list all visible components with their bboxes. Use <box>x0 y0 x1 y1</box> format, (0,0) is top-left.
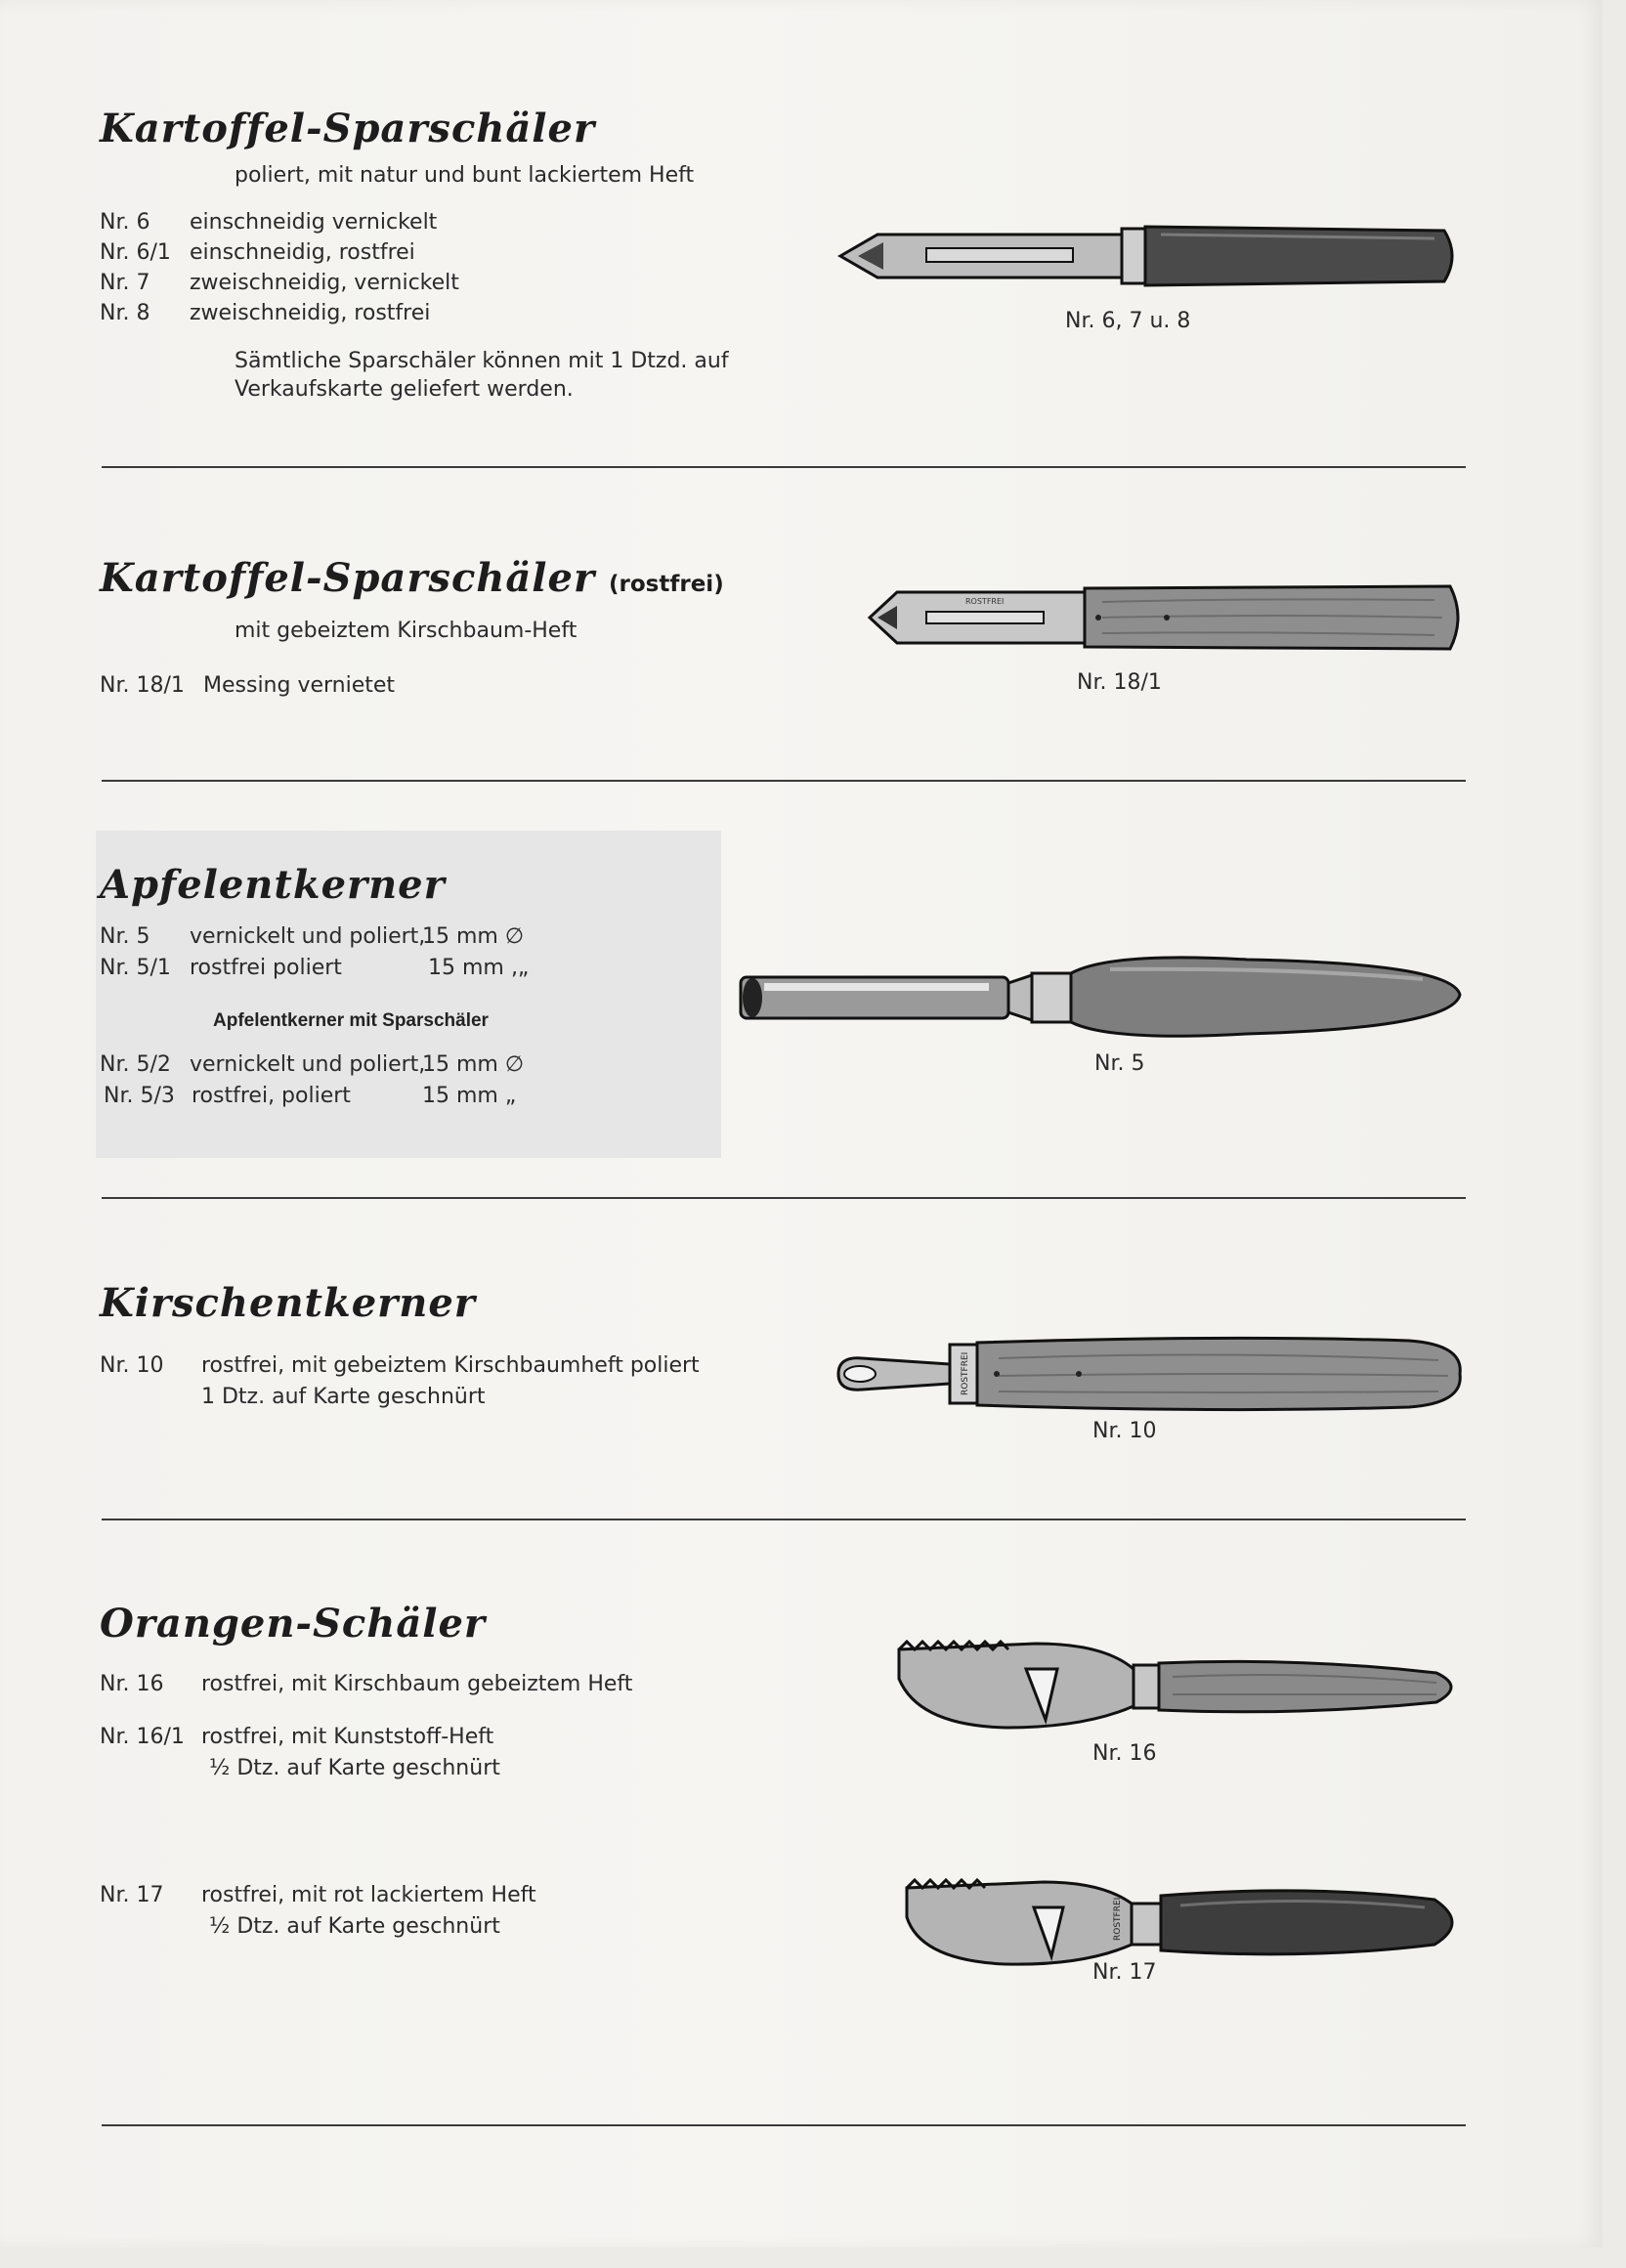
item-size: 15 mm ‚„ <box>428 956 530 980</box>
note-line: Sämtliche Sparschäler können mit 1 Dtzd. auf <box>235 349 729 373</box>
item-description: rostfrei, mit gebeiztem Kirschbaumheft poliert <box>201 1353 700 1378</box>
peeler-illustration <box>838 217 1464 295</box>
section-title-orangen-schaeler: Orangen-Schäler <box>100 1601 486 1647</box>
item-number: Nr. 5 <box>100 924 150 949</box>
item-number: Nr. 16/1 <box>100 1725 185 1749</box>
item-number: Nr. 16 <box>100 1672 164 1696</box>
section-divider <box>102 2124 1466 2126</box>
illustration-caption: Nr. 16 <box>1092 1741 1157 1766</box>
title-suffix: (rostfrei) <box>609 572 724 597</box>
illustration-caption: Nr. 17 <box>1092 1960 1157 1985</box>
item-number: Nr. 5/1 <box>100 956 171 980</box>
item-number: Nr. 6/1 <box>100 240 171 265</box>
section-title-apfelentkerner: Apfelentkerner <box>100 862 446 908</box>
note-line: 1 Dtz. auf Karte geschnürt <box>201 1385 486 1409</box>
item-number: Nr. 5/2 <box>100 1052 171 1077</box>
item-number: Nr. 10 <box>100 1353 164 1378</box>
item-number: Nr. 18/1 <box>100 673 185 698</box>
apple-corer-illustration <box>739 950 1466 1038</box>
item-description: rostfrei, mit Kirschbaum gebeiztem Heft <box>201 1672 633 1696</box>
note-line: Verkaufskarte geliefert werden. <box>235 377 574 402</box>
item-description: vernickelt und poliert, <box>190 924 426 949</box>
blade-stamp: ROSTFREI <box>965 597 1005 606</box>
item-description: rostfrei poliert <box>190 956 342 980</box>
cherry-pitter-illustration <box>833 1335 1466 1413</box>
illustration-caption: Nr. 10 <box>1092 1419 1157 1443</box>
item-description: rostfrei, mit Kunststoff-Heft <box>201 1725 494 1749</box>
blade-stamp: ROSTFREI <box>961 1351 970 1395</box>
illustration-caption: Nr. 5 <box>1094 1051 1145 1076</box>
item-description: einschneidig vernickelt <box>190 210 438 235</box>
item-number: Nr. 6 <box>100 210 150 235</box>
section-title-kartoffel-sparschaeler: Kartoffel-Sparschäler <box>100 106 596 151</box>
item-number: Nr. 8 <box>100 301 150 325</box>
note-line: ½ Dtz. auf Karte geschnürt <box>209 1914 500 1939</box>
item-description: zweischneidig, vernickelt <box>190 271 459 295</box>
item-description: vernickelt und poliert, <box>190 1052 426 1077</box>
item-description: rostfrei, mit rot lackiertem Heft <box>201 1883 536 1907</box>
illustration-caption: Nr. 18/1 <box>1077 670 1162 695</box>
note-line: ½ Dtz. auf Karte geschnürt <box>209 1756 500 1780</box>
item-description: rostfrei, poliert <box>192 1084 351 1108</box>
orange-peeler-17-illustration <box>897 1864 1466 1972</box>
section-subtitle: mit gebeiztem Kirschbaum-Heft <box>235 619 578 643</box>
subheading: Apfelentkerner mit Sparschäler <box>213 1010 489 1031</box>
blade-stamp: ROSTFREI <box>1113 1897 1123 1941</box>
illustration-caption: Nr. 6, 7 u. 8 <box>1065 309 1191 333</box>
item-description: zweischneidig, rostfrei <box>190 301 431 325</box>
item-number: Nr. 7 <box>100 271 150 295</box>
peeler-rostfrei-illustration <box>868 578 1466 657</box>
section-divider <box>102 1519 1466 1520</box>
item-size: 15 mm ∅ <box>422 924 525 949</box>
section-divider <box>102 1197 1466 1199</box>
item-description: einschneidig, rostfrei <box>190 240 415 265</box>
section-divider <box>102 466 1466 468</box>
item-description: Messing vernietet <box>203 673 396 698</box>
orange-peeler-16-illustration <box>889 1630 1466 1737</box>
item-number: Nr. 5/3 <box>104 1084 175 1108</box>
item-size: 15 mm ∅ <box>422 1052 525 1077</box>
item-size: 15 mm „ <box>422 1084 517 1108</box>
section-title-kirschentkerner: Kirschentkerner <box>100 1280 476 1326</box>
section-subtitle: poliert, mit natur und bunt lackiertem Heft <box>235 163 695 188</box>
section-title-kartoffel-sparschaeler-rostfrei <box>100 555 724 601</box>
section-title: Kartoffel-Sparschäler <box>100 555 596 601</box>
item-number: Nr. 17 <box>100 1883 164 1907</box>
section-divider <box>102 780 1466 782</box>
